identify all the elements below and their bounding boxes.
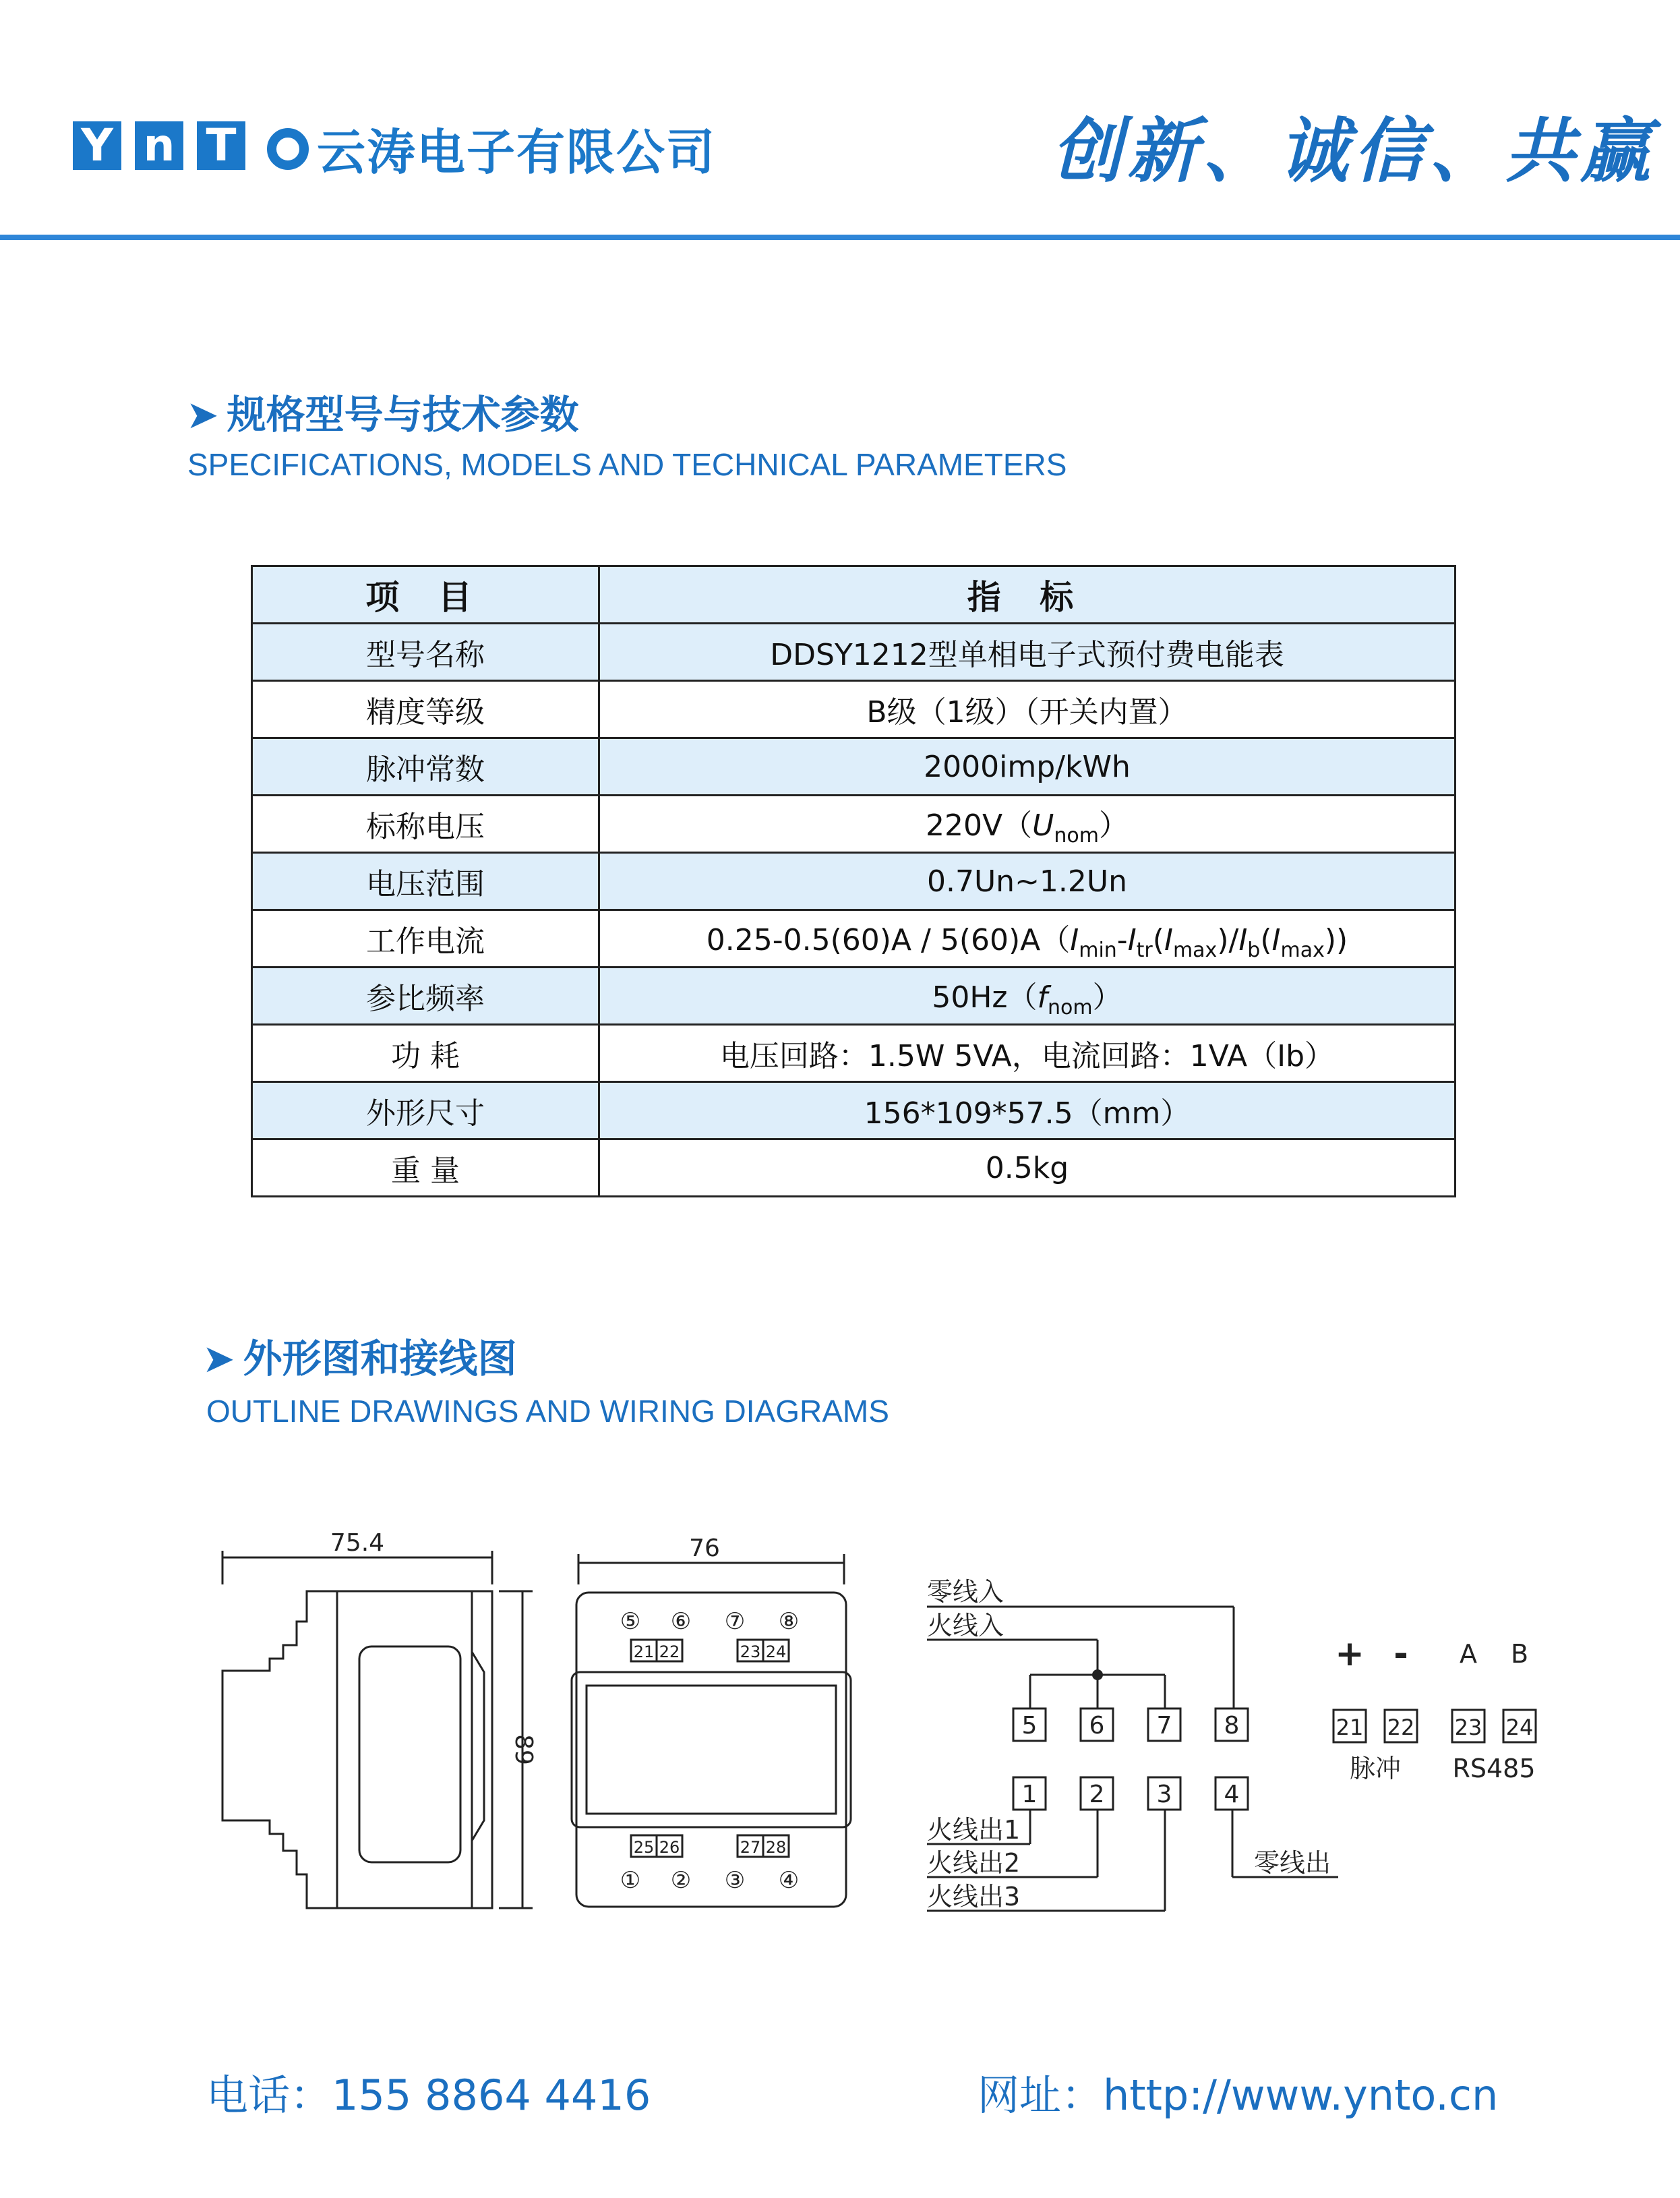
row-item: 电压范围 [252,853,599,910]
terminal-21: 21 [1336,1715,1364,1740]
terminal-5: 5 [1021,1712,1038,1740]
terminal-8: 8 [1224,1712,1240,1740]
label-neutral-in: 零线入 [927,1577,1004,1607]
header-divider [0,235,1680,240]
pulse-plus: + [1335,1634,1364,1674]
rs-b: B [1510,1639,1529,1669]
row-item: 参比频率 [252,968,599,1025]
label-live-out-3: 火线出3 [927,1882,1021,1911]
front-terminal-6: ⑥ [670,1608,692,1635]
row-value: DDSY1212型单相电子式预付费电能表 [599,624,1456,681]
terminal-4: 4 [1224,1781,1240,1808]
row-item: 型号名称 [252,624,599,681]
row-item: 重 量 [252,1139,599,1197]
front-terminal-8: ⑧ [778,1608,800,1635]
label-live-out-1: 火线出1 [927,1815,1021,1845]
row-value: 0.7Un~1.2Un [599,853,1456,910]
wire-junction-dot [1092,1669,1103,1680]
table-row [252,1025,1456,1082]
pulse-label: 脉冲 [1349,1754,1402,1783]
label-live-out-2: 火线出2 [927,1848,1021,1878]
table-row [252,853,1456,910]
front-view-display [587,1686,836,1814]
row-item: 工作电流 [252,910,599,968]
row-value: $220V(U_{nom})$ [599,796,1456,853]
slogan: 创新、诚信、共赢 [1052,109,1656,192]
front-block-25: 25 [633,1838,655,1857]
front-terminal-3: ③ [724,1867,746,1894]
row-item: 精度等级 [252,681,599,738]
front-block-22: 22 [659,1642,680,1661]
front-terminal-7: ⑦ [724,1608,746,1635]
table-row [252,1139,1456,1197]
front-block-27: 27 [740,1838,761,1857]
table-row [252,681,1456,738]
header-item: 项 目 [252,566,599,624]
rs485-label: RS485 [1452,1754,1536,1783]
arrow-icon: ➤ [202,1336,235,1382]
label-live-in: 火线入 [927,1611,1004,1640]
row-value: 2000imp/kWh [599,738,1456,796]
row-value: 156*109*57.5（mm） [599,1082,1456,1139]
footer-phone: 电话：155 8864 4416 [206,2071,651,2120]
front-terminal-2: ② [670,1867,692,1894]
arrow-icon: ➤ [186,392,219,438]
section1-subtitle: SPECIFICATIONS, MODELS AND TECHNICAL PARAMETERS [187,447,1067,482]
side-view-window [359,1646,460,1862]
table-row [252,968,1456,1025]
front-terminal-5: ⑤ [620,1608,641,1635]
front-terminal-1: ① [620,1867,641,1894]
terminal-3: 3 [1156,1781,1172,1808]
footer-website[interactable]: 网址：http://www.ynto.cn [978,2071,1499,2120]
section2-title [202,1327,517,1384]
logo-o-icon [267,128,309,170]
logo-letter-t: T [197,121,245,170]
pulse-minus: - [1393,1634,1408,1674]
terminal-22: 22 [1387,1715,1415,1740]
terminal-1: 1 [1021,1781,1038,1808]
front-block-28: 28 [765,1838,787,1857]
front-width-label: 76 [689,1535,720,1562]
front-terminal-4: ④ [778,1867,800,1894]
table-row [252,796,1456,853]
table-row [252,1082,1456,1139]
section1-title [186,383,579,440]
table-header-row [252,566,1456,624]
logo-letter-y: Y [73,121,121,170]
front-block-24: 24 [765,1642,787,1661]
terminal-7: 7 [1156,1712,1172,1740]
terminal-24: 24 [1505,1715,1534,1740]
row-item: 脉冲常数 [252,738,599,796]
front-view-display-frame [572,1672,851,1827]
section1-title-text: 规格型号与技术参数 [227,392,579,438]
row-item: 标称电压 [252,796,599,853]
table-row [252,624,1456,681]
header-value: 指 标 [599,566,1456,624]
row-value: B级（1级）（开关内置） [599,681,1456,738]
side-width-label: 75.4 [330,1529,385,1557]
front-block-26: 26 [659,1838,680,1857]
terminal-6: 6 [1089,1712,1105,1740]
height-label: 89 [510,1734,537,1765]
row-value: 0.5kg [599,1139,1456,1197]
label-neutral-out: 零线出 [1254,1848,1331,1878]
section2-title-text: 外形图和接线图 [243,1336,517,1382]
front-block-23: 23 [740,1642,761,1661]
row-item: 功 耗 [252,1025,599,1082]
row-value: $50Hz(f_{nom})$ [599,968,1456,1025]
outline-wiring-drawing [0,1524,1680,1942]
logo-letter-n: n [135,121,183,170]
row-item: 外形尺寸 [252,1082,599,1139]
terminal-2: 2 [1089,1781,1105,1808]
front-view-outline [576,1593,846,1907]
section2-subtitle: OUTLINE DRAWINGS AND WIRING DIAGRAMS [206,1394,889,1429]
spec-table [251,565,1456,1197]
table-row [252,910,1456,968]
company-name: 云涛电子有限公司 [317,124,717,181]
table-row [252,738,1456,796]
side-view-outline [222,1591,492,1908]
terminal-23: 23 [1454,1715,1482,1740]
row-value: $0.25-0.5(60)A / 5(60)A(I_{min}-I_{tr}(I_{max})/I_b(I_{max}))$ [599,910,1456,968]
front-block-21: 21 [633,1642,655,1661]
row-value: 电压回路：1.5W 5VA，电流回路：1VA（Ib） [599,1025,1456,1082]
rs-a: A [1460,1639,1477,1669]
